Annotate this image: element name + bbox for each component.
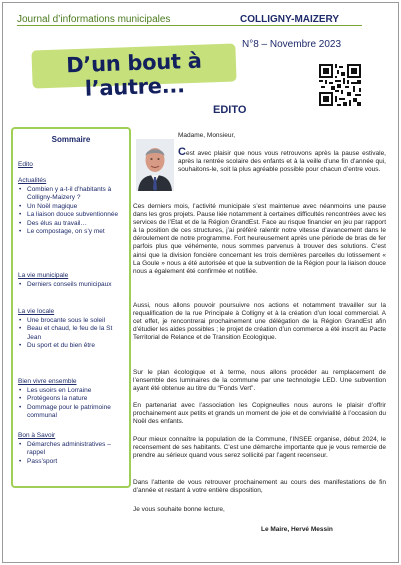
sommaire-item[interactable]: • Démarches administratives – rappel [19,441,123,458]
mayor-photo [136,139,174,191]
salutation: Madame, Monsieur, [178,132,236,139]
sommaire-link-edito[interactable]: Edito [18,161,33,168]
section-vie-locale[interactable]: La vie locale [18,308,55,315]
sommaire-item[interactable]: • Dommage pour le patrimoine communal [19,404,123,421]
sommaire-item[interactable]: • Beau et chaud, le feu de la St Jean [19,325,123,342]
sommaire-item[interactable]: • Une brocante sous le soleil [19,317,123,325]
drop-cap: C [178,146,186,158]
signature: Le Maire, Hervé Messin [261,526,333,533]
edito-paragraph: En partenariat avec l’association les Copigneulles nous aurons le plaisir d’offrir prochainement aux petits et grands un moment de joie et de convivialité à l’occasion du Noël des enfants. [133,402,386,426]
edito-paragraph: Aussi, nous allons pouvoir poursuivre nos actions et notamment travailler sur la requalification de la rue Principale à Colligny et à la création d’un local commercial. A cet effet, je rencontrerai prochainement une délégation de la Région GrandEst afin d’étudier les aides possibles ; le projet de création d’un commerce a été inscrit au Pacte Territorial de Relance et de Transition Ecologique. [133,302,386,342]
edito-paragraph: Sur le plan écologique et à terme, nous allons procéder au remplacement de l’ensemble des luminaires de la commune par une technologie LED. Une subvention ayant été obtenue au titre du “Fonds Vert”. [133,369,386,393]
journal-title: Journal d’informations municipales [17,14,171,25]
sommaire-item[interactable]: • Des élus au travail… [19,220,123,228]
edito-paragraph: Dans l’attente de vous retrouver prochainement au cours des manifestations de fin d’année et restant à votre entière disposition, [133,479,386,495]
edito-intro [178,148,386,174]
actualites-list [19,186,123,236]
qr-code-icon[interactable] [319,64,361,106]
sommaire-item[interactable]: • Un Noël magique [19,203,123,211]
sommaire-item[interactable]: • Du sport et du bien être [19,342,123,350]
edito-paragraph: Pour mieux connaître la population de la Commune, l’INSEE organise, début 2024, le recensement de ses habitants. C’est une démarche importante que je vous remercie de prendre au sérieux quand vous serez sollicité par l’agent recenseur. [133,436,386,460]
bon-a-savoir-list [19,441,123,466]
section-actualites[interactable]: Actualités [18,177,47,184]
commune-name: COLLIGNY-MAIZERY [240,14,340,25]
edito-paragraph: Ces derniers mois, l’activité municipale s’est maintenue avec néanmoins une pause dans les gros projets. Pause liée notamment à certaines difficultés rencontrées avec les services de l’Etat et de la Région GrandEst. Face au risque financier en jeu par rapport à la position de ces structures, j’ai préféré ralentir notre vitesse d’avancement dans le déroulement de notre programme. Fort heureusement après une période de bras de fer parfois plus que véhémente, nous sommes parvenus à trouver des solutions. C’est ainsi que la division foncière concernant les trois dernières parcelles du lotissement « La Goule » nous a été autorisée et que la subvention de la Région pour la liaison douce nous a également été confirmée et notifiée. [133,203,386,275]
sommaire-item[interactable]: • Derniers conseils municipaux [19,281,123,289]
section-bien-vivre[interactable]: Bien vivre ensemble [18,378,77,385]
issue-number: N°8 – Novembre 2023 [242,39,342,50]
bien-vivre-list [19,387,123,421]
sommaire-item[interactable]: • Pass’sport [19,458,123,466]
newsletter-page [2,2,399,563]
section-bon-a-savoir[interactable]: Bon à Savoir [18,432,56,439]
edito-heading: EDITO [213,104,247,116]
sommaire-item[interactable]: • Le compostage, on s’y met [19,228,123,236]
vie-municipale-list [19,281,123,289]
sommaire-item[interactable]: • Les usoirs en Lorraine [19,387,123,395]
vie-locale-list [19,317,123,351]
sommaire-item[interactable]: • Combien y a-t-il d’habitants à Colligny-Maizery ? [19,186,123,203]
sommaire-box [11,127,131,488]
closing-line: Je vous souhaite bonne lecture, [133,506,225,513]
banner-title: D’un bout à l’autre... [65,48,202,101]
sommaire-item[interactable]: • Protégeons la nature [19,395,123,403]
header-divider [17,25,362,26]
intro-text: est avec plaisir que nous vous retrouvons après la pause estivale, après la rentrée scolaire des enfants et à la veille d’une fin d’année qui, souhaitons-le, soit la plus agréable possible pour chacun d’entre vous. [178,150,386,174]
masthead [14,9,385,110]
sommaire-item[interactable]: • La liaison douce subventionnée [19,211,123,219]
sommaire-title: Sommaire [51,135,91,144]
section-vie-municipale[interactable]: La vie municipale [18,272,69,279]
title-banner [31,43,236,101]
